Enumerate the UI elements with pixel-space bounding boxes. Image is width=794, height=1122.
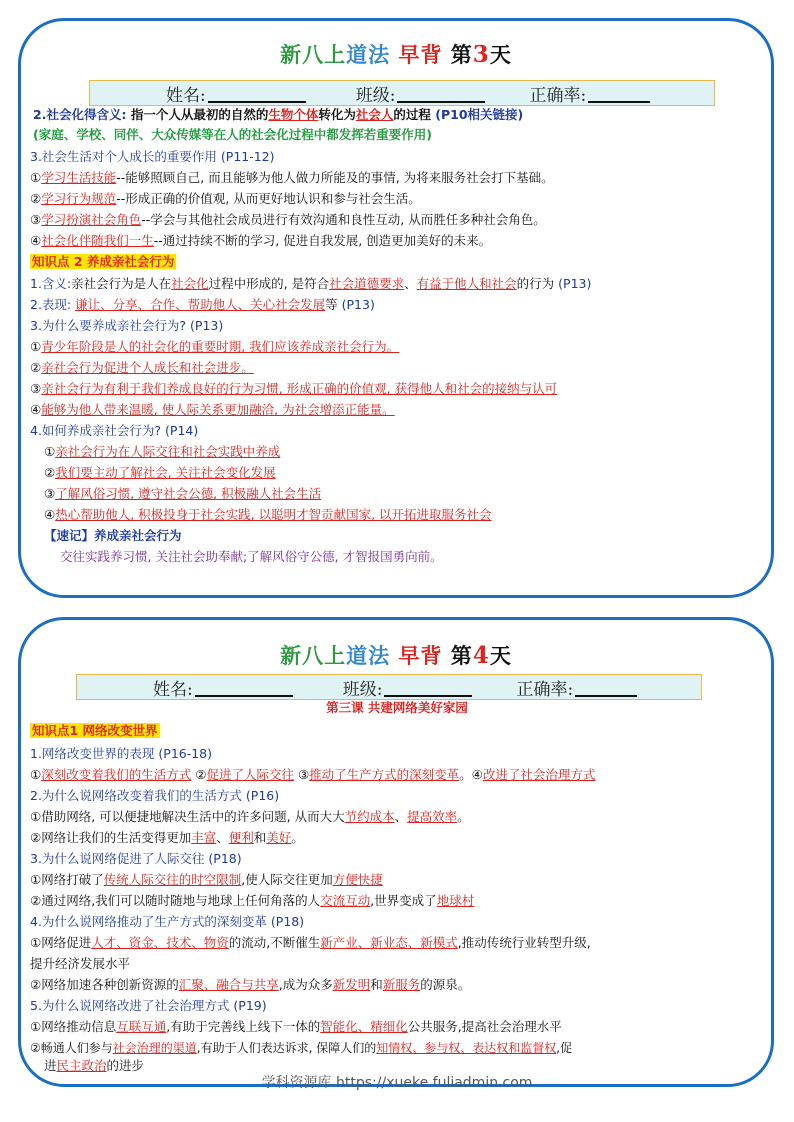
list-item-continuation: 提升经济发展水平 <box>30 956 131 971</box>
list-item: ①亲社会行为在人际交往和社会实践中养成 <box>44 444 281 459</box>
name-label: 姓名: <box>166 85 206 106</box>
prosocial-forms: 2.表现: 谦让、分享、合作、帮助他人、关心社会发展等 (P13) <box>30 297 375 312</box>
section-heading: 1.网络改变世界的表现 (P16-18) <box>30 746 213 761</box>
quick-memo-heading: 【速记】养成亲社会行为 <box>44 528 182 543</box>
list-item: ①网络打破了传统人际交往的时空限制,使人际交往更加方便快捷 <box>30 872 383 887</box>
prosocial-meaning: 1.含义:亲社会行为是人在社会化过程中形成的, 是符合社会道德要求、有益于他人和社会的行为 (P13) <box>30 276 592 291</box>
list-item: ①深刻改变着我们的生活方式 ②促进了人际交往 ③推动了生产方式的深刻变革。④改进了社会治理方式 <box>30 767 596 782</box>
list-item: ③学习扮演社会角色--学会与其他社会成员进行有效沟通和良性互动, 从而胜任多种社会角色。 <box>30 212 546 227</box>
footer-watermark: 学科资源库 https://xueke.fuliadmin.com <box>261 1075 533 1091</box>
socialization-meaning: 2.社会化得含义: 指一个人从最初的自然的生物个体转化为社会人的过程 (P10相关链接) <box>33 107 524 122</box>
section-heading: 4.如何养成亲社会行为? (P14) <box>30 423 199 438</box>
list-item: ④社会化伴随我们一生--通过持续不断的学习, 促进自我发展, 创造更加美好的未来。 <box>30 233 492 248</box>
list-item: ①青少年阶段是人的社会化的重要时期, 我们应该养成亲社会行为。 <box>30 339 400 354</box>
section-heading: 3.为什么说网络促进了人际交往 (P18) <box>30 851 242 866</box>
day3-name-bar <box>89 80 715 106</box>
class-blank[interactable] <box>384 677 472 697</box>
list-item: ②我们要主动了解社会, 关注社会变化发展 <box>44 465 276 480</box>
class-label: 班级: <box>342 679 383 700</box>
class-label: 班级: <box>355 85 396 106</box>
section-heading: 3.社会生活对个人成长的重要作用 (P11-12) <box>30 149 275 164</box>
section-heading: 5.为什么说网络改进了社会治理方式 (P19) <box>30 998 267 1013</box>
rate-blank[interactable] <box>588 83 650 103</box>
knowledge-point-heading: 知识点 2 养成亲社会行为 <box>32 254 175 269</box>
list-item: ②畅通人们参与社会治理的渠道,有助于人们表达诉求, 保障人们的知情权、参与权、表达权和监督权,促 <box>30 1041 573 1055</box>
section-heading: 3.为什么要养成亲社会行为? (P13) <box>30 318 224 333</box>
socialization-note: (家庭、学校、同伴、大众传媒等在人的社会化过程中都发挥若重要作用) <box>33 127 432 142</box>
list-item: ②学习行为规范--形成正确的价值观, 从而更好地认识和参与社会生活。 <box>30 191 421 206</box>
list-item: ④热心帮助他人, 积极投身于社会实践, 以聪明才智贡献国家, 以开拓进取服务社会 <box>44 507 492 522</box>
day4-title: 新八上道法 早背 第4天 <box>280 642 512 669</box>
list-item: ③亲社会行为有利于我们养成良好的行为习惯, 形成正确的价值观, 获得他人和社会的接纳与认可 <box>30 381 558 396</box>
list-item-continuation: 进民主政治的进步 <box>44 1058 145 1073</box>
quick-memo-text: 交往实践养习惯, 关注社会助奉献;了解风俗守公德, 才智报国勇向前。 <box>60 549 443 564</box>
list-item: ①借助网络, 可以便捷地解决生活中的许多问题, 从而大大节约成本、提高效率。 <box>30 809 470 824</box>
list-item: ②通过网络,我们可以随时随地与地球上任何角落的人交流互动,世界变成了地球村 <box>30 893 475 908</box>
knowledge-point-heading: 知识点1 网络改变世界 <box>32 723 158 738</box>
list-item: ①网络促进人才、资金、技术、物资的流动,不断催生新产业、新业态、新模式,推动传统行业转型升级, <box>30 935 591 950</box>
list-item: ②网络加速各种创新资源的汇聚、融合与共享,成为众多新发明和新服务的源泉。 <box>30 977 471 992</box>
list-item: ②亲社会行为促进个人成长和社会进步。 <box>30 360 254 375</box>
list-item: ①网络推动信息互联互通,有助于完善线上线下一体的智能化、精细化公共服务,提高社会治理水平 <box>30 1019 562 1034</box>
section-heading: 2.为什么说网络改变着我们的生活方式 (P16) <box>30 788 280 803</box>
class-blank[interactable] <box>397 83 485 103</box>
list-item: ④能够为他人带来温暖, 使人际关系更加融洽, 为社会增添正能量。 <box>30 402 395 417</box>
name-blank[interactable] <box>208 83 306 103</box>
section-heading: 4.为什么说网络推动了生产方式的深刻变革 (P18) <box>30 914 305 929</box>
day4-name-bar <box>76 674 702 700</box>
list-item: ③了解风俗习惯, 遵守社会公德, 积极融人社会生活 <box>44 486 322 501</box>
name-label: 姓名: <box>153 679 193 700</box>
list-item: ①学习生活技能--能够照顾自己, 而且能够为他人做力所能及的事情, 为将来服务社会打下基础。 <box>30 170 554 185</box>
rate-label: 正确率: <box>516 679 574 700</box>
day3-title: 新八上道法 早背 第3天 <box>280 41 512 68</box>
rate-blank[interactable] <box>575 677 637 697</box>
lesson-title: 第三课 共建网络美好家园 <box>326 700 468 715</box>
name-blank[interactable] <box>195 677 293 697</box>
rate-label: 正确率: <box>529 85 587 106</box>
list-item: ②网络让我们的生活变得更加丰富、便利和美好。 <box>30 830 304 845</box>
